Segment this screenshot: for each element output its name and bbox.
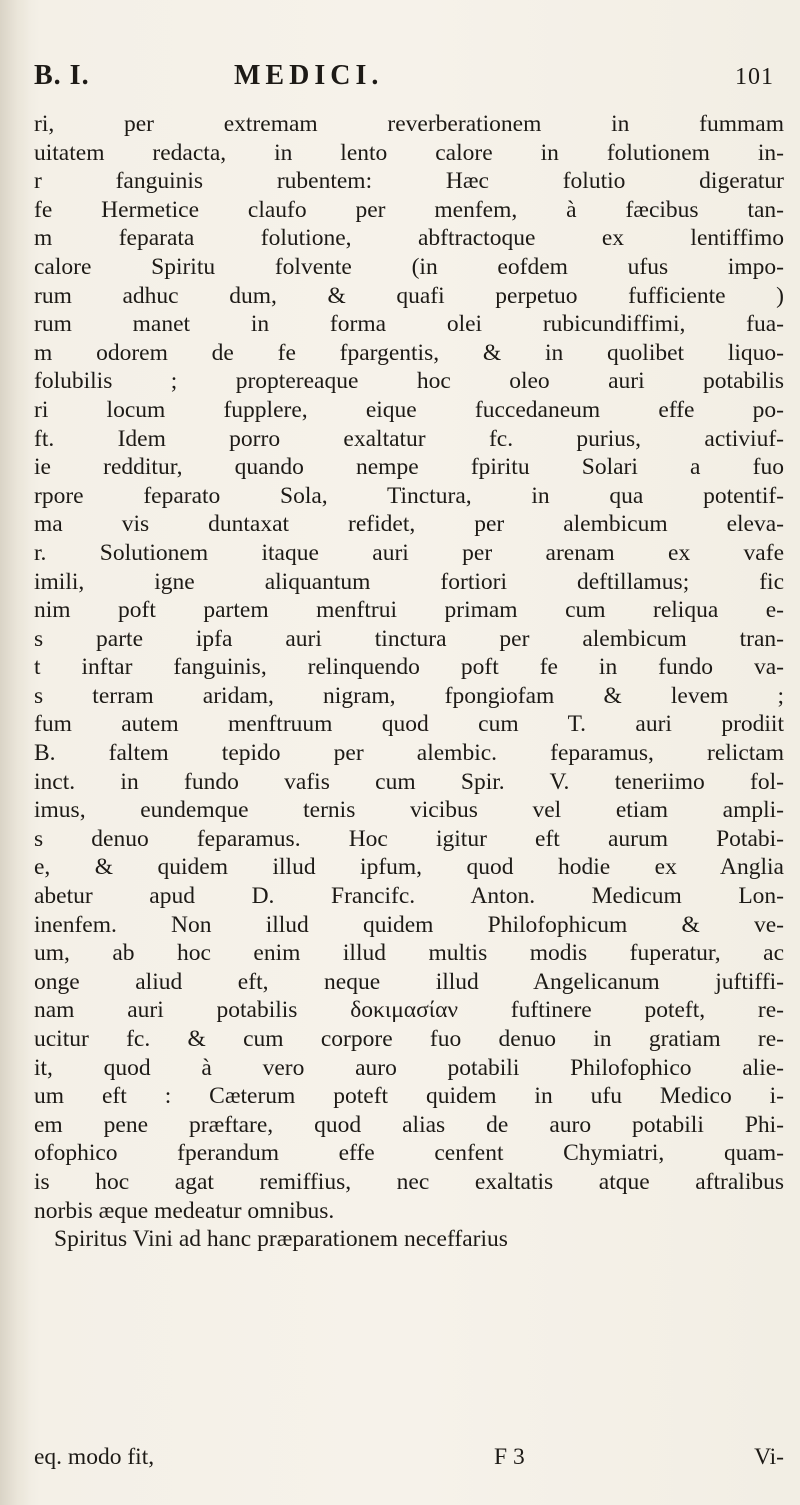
text-line: e, & quidem illud ipfum, quod hodie ex Anglia [34, 854, 784, 881]
text-line: r fanguinis rubentem: Hæc folutio digeratur [34, 168, 784, 195]
page-footer [34, 1444, 784, 1484]
text-line: ri, per extremam reverberationem in fummam [34, 111, 784, 137]
text-line: t inftar fanguinis, relinquendo poft fe in fundo va- [34, 654, 784, 681]
running-title: MEDICI. [234, 60, 384, 91]
text-line: imus, eundemque ternis vicibus vel etiam ampli- [34, 797, 784, 824]
running-header [34, 60, 774, 100]
text-line: ma vis duntaxat refidet, per alembicum eleva- [34, 511, 784, 538]
text-line: s terram aridam, nigram, fpongiofam & levem ; [34, 682, 784, 709]
text-line: fe Hermetice claufo per menfem, à fæcibus tan- [34, 196, 784, 223]
text-line: em pene præftare, quod alias de auro potabili Phi- [34, 1111, 784, 1138]
text-line: ft. Idem porro exaltatur fc. purius, activiuf- [34, 425, 784, 452]
text-line: r. Solutionem itaque auri per arenam ex vafe [34, 539, 784, 566]
text-line: nim poft partem menftrui primam cum reliqua e- [34, 597, 784, 624]
text-line: rum manet in forma olei rubicundiffimi, fua- [34, 311, 784, 338]
text-line: B. faltem tepido per alembic. feparamus, relictam [34, 740, 784, 767]
text-line: rum adhuc dum, & quafi perpetuo fufficiente ) [34, 282, 784, 309]
text-line: um, ab hoc enim illud multis modis fuperatur, ac [34, 940, 784, 967]
text-line: ucitur fc. & cum corpore fuo denuo in gratiam re- [34, 1026, 784, 1052]
body-text [34, 110, 784, 1254]
text-line: um eft : Cæterum poteft quidem in ufu Medico i- [34, 1083, 784, 1110]
text-line: m feparata folutione, abftractoque ex lentiffimo [34, 225, 784, 252]
text-line: fum autem menftruum quod cum T. auri prodiit [34, 711, 784, 738]
text-line: calore Spiritu folvente (in eofdem ufus impo- [34, 253, 784, 280]
text-line: abetur apud D. Francifc. Anton. Medicum Lon- [34, 883, 784, 910]
text-line: s parte ipfa auri tinctura per alembicum tran- [34, 625, 784, 652]
text-line: imili, igne aliquantum fortiori deftillamus; fic [34, 568, 784, 595]
text-line: inenfem. Non illud quidem Philofophicum & ve- [34, 911, 784, 938]
page-gutter-shadow [0, 0, 30, 1505]
catchword: Vi- [754, 1444, 784, 1470]
text-line: ri locum fupplere, eique fuccedaneum effe po- [34, 396, 784, 423]
header-signature: B. I. [34, 60, 90, 91]
page-number: 101 [735, 64, 774, 90]
text-line: ofophico fperandum effe cenfent Chymiatri, quam- [34, 1140, 784, 1167]
text-line: Spiritus Vini ad hanc præparationem neceffarius [54, 1226, 508, 1253]
signature-mark: F 3 [494, 1444, 525, 1470]
text-line: rpore feparato Sola, Tinctura, in qua potentif- [34, 482, 784, 509]
text-line: is hoc agat remiffius, nec exaltatis atque aftralibus [34, 1168, 784, 1195]
text-line: it, quod à vero auro potabili Philofophico alie- [34, 1054, 784, 1081]
text-line: uitatem redacta, in lento calore in folutionem in- [34, 139, 784, 166]
text-line: s denuo feparamus. Hoc igitur eft aurum Potabi- [34, 825, 784, 852]
text-line: ie redditur, quando nempe fpiritu Solari a fuo [34, 454, 784, 481]
text-line: folubilis ; proptereaque hoc oleo auri potabilis [34, 368, 784, 395]
text-line: onge aliud eft, neque illud Angelicanum juftiffi- [34, 968, 784, 995]
text-line: nam auri potabilis δοκιμασίαν fuftinere poteft, re- [34, 997, 784, 1024]
footer-last-line: eq. modo fit, [34, 1444, 155, 1470]
text-line: m odorem de fe fpargentis, & in quolibet liquo- [34, 339, 784, 366]
text-line: norbis æque medeatur omnibus. [34, 1197, 335, 1224]
text-line: inct. in fundo vafis cum Spir. V. teneriimo fol- [34, 768, 784, 795]
